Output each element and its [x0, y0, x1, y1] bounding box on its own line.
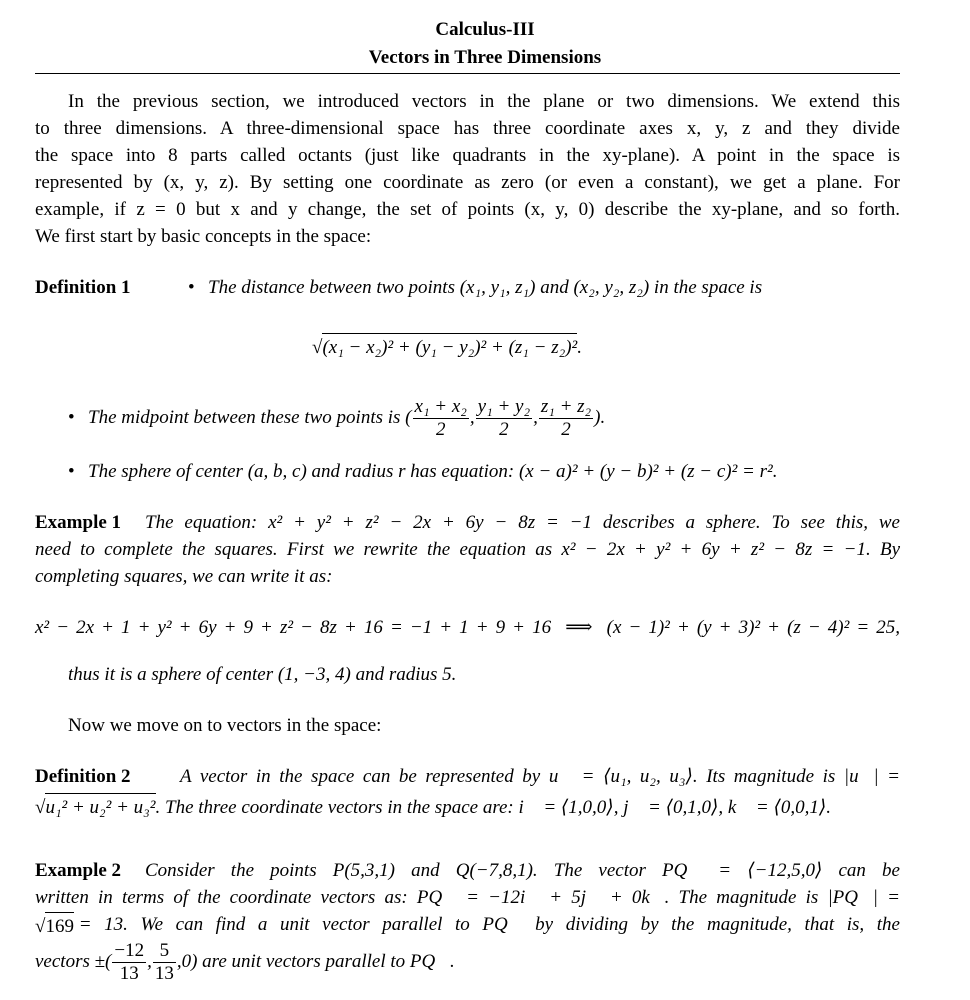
course-title: Calculus-III [435, 19, 535, 40]
intro-line: represented by (x, y, z). By setting one coordinate as zero (or even a constant), we get a plane. For [35, 172, 900, 193]
page-title: Vectors in Three Dimensions [368, 47, 602, 68]
example-2-line: vectors ±( $\frac{-12}{13}$ , $\frac{5}{13}$ ,0) are unit vectors parallel to PQ⃗. [35, 940, 455, 985]
example-1-label: Example 1 [35, 512, 122, 533]
intro-line: In the previous section, we introduced vectors in the plane or two dimensions. We extend this [68, 91, 900, 112]
example-1-line: The equation: x² + y² + z² − 2x + 6y − 8z = −1 describes a sphere. To see this, we [145, 512, 900, 533]
example-1-line: completing squares, we can write it as: [35, 566, 333, 587]
definition-1-label: Definition 1 [35, 277, 131, 298]
magnitude-radicand: u₁² + u₂² + u₃² [45, 793, 155, 821]
fraction: $\frac{\text{x₁ + x₂}}{2}$ [414, 396, 467, 441]
definition-2-label: Definition 2 [35, 766, 131, 787]
intro-line: to three dimensions. A three-dimensional space has three coordinate axes x, y, z and they divide [35, 118, 900, 139]
distance-text: The distance between two points (x₁, y₁, z₁) and (x₂, y₂, z₂) in the space is [208, 277, 763, 298]
example-1-equation: x² − 2x + 1 + y² + 6y + 9 + z² − 8z + 16 = −1 + 1 + 9 + 16 ⟹ (x − 1)² + (y + 3)² + (z − 4)² = 25, [35, 617, 900, 638]
example-2-text: ,0) are unit vectors parallel to PQ⃗. [176, 951, 455, 972]
example-2-label: Example 2 [35, 860, 122, 881]
example-2-line: written in terms of the coordinate vectors as: PQ⃗ = −12i⃗ + 5j⃗ + 0k⃗. The magnitude is |PQ⃗| = [35, 887, 900, 908]
midpoint-text: The midpoint between these two points is ( $\frac{\text{x₁ + x₂}}{2}$ , $\frac{\text{y₁ + y₂}}{2}$ , $\frac{\text{z₁ + z₂}}{2}$ ). [88, 396, 606, 441]
example-1-line: need to complete the squares. First we rewrite the equation as x² − 2x + y² + 6y + z² − 8z = −1. By [35, 539, 900, 560]
definition-2-line: A vector in the space can be represented by u⃗ = ⟨u₁, u₂, u₃⟩. Its magnitude is |u⃗| = [180, 766, 900, 787]
intro-line: the space into 8 parts called octants (just like quadrants in the xy-plane). A point in the space is [35, 145, 900, 166]
example-2-text: = 13. We can find a unit vector parallel to PQ⃗ by dividing by the magnitude, that is, the [78, 914, 900, 935]
distance-formula: √(x₁ − x₂)² + (y₁ − y₂)² + (z₁ − z₂)². [312, 333, 582, 361]
sqrt-169: 169 [45, 912, 74, 940]
example-2-line: Consider the points P(5,3,1) and Q(−7,8,1). The vector PQ⃗ = ⟨−12,5,0⟩ can be [145, 860, 900, 881]
fraction: $\frac{\text{z₁ + z₂}}{2}$ [540, 396, 592, 441]
intro-line: We first start by basic concepts in the space: [35, 226, 372, 247]
bullet: • [68, 407, 75, 428]
fraction: $\frac{-12}{13}$ [114, 940, 145, 985]
coordinate-vectors-text: . The three coordinate vectors in the space are: i⃗ = ⟨1,0,0⟩, j⃗ = ⟨0,1,0⟩, k⃗ = ⟨0,0,1⟩. [155, 797, 832, 818]
distance-radicand: (x₁ − x₂)² + (y₁ − y₂)² + (z₁ − z₂)² [322, 333, 577, 361]
definition-2-line: √u₁² + u₂² + u₃². The three coordinate vectors in the space are: i⃗ = ⟨1,0,0⟩, j⃗ = ⟨0,1,0⟩, k⃗ = ⟨0,0,1⟩. [35, 793, 831, 821]
title-rule [35, 73, 900, 74]
bullet: • [68, 461, 75, 482]
bullet: • [188, 277, 195, 298]
example-1-conclusion: thus it is a sphere of center (1, −3, 4) and radius 5. [68, 664, 457, 685]
fraction: $\frac{\text{y₁ + y₂}}{2}$ [477, 396, 531, 441]
example-2-text: vectors ±( [35, 951, 112, 972]
transition-text: Now we move on to vectors in the space: [68, 715, 382, 736]
midpoint-prefix: The midpoint between these two points is ( [88, 407, 412, 428]
sphere-text: The sphere of center (a, b, c) and radius r has equation: (x − a)² + (y − b)² + (z − c)² = r². [88, 461, 778, 482]
example-2-line: √169 = 13. We can find a unit vector parallel to PQ⃗ by dividing by the magnitude, that is, the [35, 912, 900, 940]
intro-line: example, if z = 0 but x and y change, the set of points (x, y, 0) describe the xy-plane, and so forth. [35, 199, 900, 220]
fraction: $\frac{5}{13}$ [154, 940, 174, 985]
